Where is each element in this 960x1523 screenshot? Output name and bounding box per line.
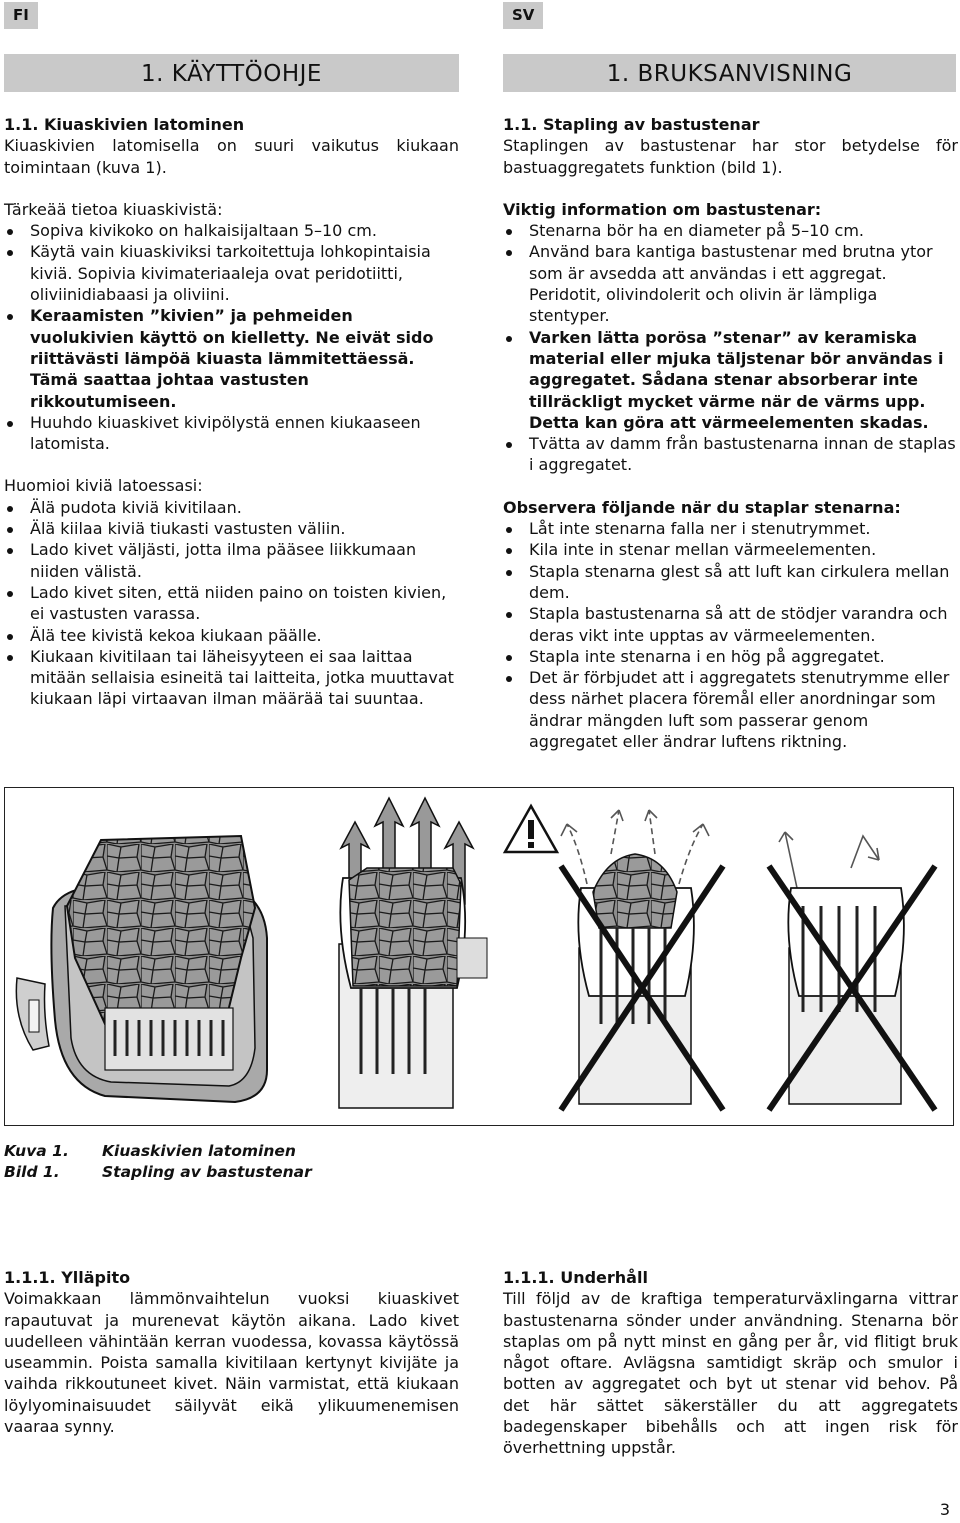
note-list — [503, 518, 958, 752]
maintenance-text: Voimakkaan lämmönvaihtelun vuoksi kiuaskivet rapautuvat ja murenevat käytön aikana. Lado kivet uudelleen vähintään kerran vuodessa, kovassa käytössä useammin. Poista samalla kivitilaan kertynyt kivijäte ja vaihda rikkoutuneet kivet. Näin varmistat, että kiukaan löylyominaisuudet säilyvät eikä ylikuumenemisen vaaraa synny. — [4, 1289, 459, 1437]
figure-illustration — [5, 788, 952, 1124]
heater-illustration — [16, 836, 267, 1102]
list-item: Använd bara kantiga bastustenar med brutna ytor som är avsedda att användas i ett aggregat. Peridotit, olivindolerit och olivin är lämpliga stentyper. — [503, 241, 958, 326]
list-item: Lado kivet väljästi, jotta ilma pääsee liikkumaan niiden välistä. — [4, 539, 459, 582]
incorrect-stacking-2-illustration — [769, 832, 935, 1110]
caption-number-sv: Bild 1. — [4, 1163, 60, 1181]
important-list — [503, 220, 958, 476]
important-heading: Tärkeää tietoa kiuaskivistä: — [4, 199, 223, 219]
list-item: Kila inte in stenar mellan värmeelementen. — [503, 539, 958, 560]
maintenance-title: 1.1.1. Underhåll — [503, 1268, 648, 1287]
list-item: Det är förbjudet att i aggregatets stenutrymme eller dess närhet placera föremål eller anordningar som ändrar mängden luft som passerar genom aggregatet eller ändrar luftens riktning. — [503, 667, 958, 752]
list-item: Keraamisten ”kivien” ja pehmeiden vuolukivien käyttö on kielletty. Ne eivät sido riittävästi lämpöä kiuasta lämmitettäessä. Tämä saattaa johtaa vastusten rikkoutumiseen. — [4, 305, 459, 411]
column-fi — [4, 114, 459, 710]
maintenance-sv — [503, 1267, 958, 1459]
list-item: Sopiva kivikoko on halkaisijaltaan 5–10 cm. — [4, 220, 459, 241]
list-item: Tvätta av damm från bastustenarna innan de staplas i aggregatet. — [503, 433, 958, 476]
caption-number-fi: Kuva 1. — [4, 1142, 69, 1160]
list-item: Älä kiilaa kiviä tiukasti vastusten väliin. — [4, 518, 459, 539]
list-item: Stapla inte stenarna i en hög på aggregatet. — [503, 646, 958, 667]
list-item: Huuhdo kiuaskivet kivipölystä ennen kiukaaseen latomista. — [4, 412, 459, 455]
page-number: 3 — [939, 1500, 950, 1519]
list-item: Stapla bastustenarna så att de stödjer varandra och deras vikt inte upptas av värmeelementen. — [503, 603, 958, 646]
list-item: Älä tee kivistä kekoa kiukaan päälle. — [4, 625, 459, 646]
figure-caption — [4, 1141, 312, 1183]
incorrect-stacking-1-illustration — [561, 810, 723, 1110]
chapter-banner-fi: 1. KÄYTTÖOHJE — [4, 54, 459, 92]
maintenance-title: 1.1.1. Ylläpito — [4, 1268, 131, 1287]
language-tag-fi: FI — [4, 2, 38, 29]
important-heading: Viktig information om bastustenar: — [503, 199, 822, 219]
note-heading: Observera följande när du staplar stenarna: — [503, 497, 901, 517]
maintenance-text: Till följd av de kraftiga temperaturväxlingarna vittrar bastustenarna sönder under användning. Stenarna bör staplas om på nytt minst en gång per år, vid flitigt bruk något oftare. Avlägsna samtidigt skräp och smulor i botten av aggregatet och byt ut stenar vid behov. På det här sättet säkerställer du att aggregatets badegenskaper bibehålls och att ingen risk för överhettning uppstår. — [503, 1289, 958, 1458]
warning-icon — [505, 806, 557, 852]
language-tag-sv: SV — [503, 2, 543, 29]
list-item: Varken lätta porösa ”stenar” av keramiska material eller mjuka täljstenar bör användas i aggregatet. Sådana stenar absorberar inte tillräckligt mycket värme när de värms upp. Detta kan göra att värmeelementen skadas. — [503, 327, 958, 433]
column-sv — [503, 114, 958, 752]
list-item: Kiukaan kivitilaan tai läheisyyteen ei saa laittaa mitään sellaisia esineitä tai laitteita, jotka muuttavat kiukaan läpi virtaavan ilman määrää tai suuntaa. — [4, 646, 459, 710]
caption-text-fi: Kiuaskivien latominen — [102, 1142, 296, 1160]
chapter-banner-sv: 1. BRUKSANVISNING — [503, 54, 956, 92]
list-item: Låt inte stenarna falla ner i stenutrymmet. — [503, 518, 958, 539]
list-item: Älä pudota kiviä kivitilaan. — [4, 497, 459, 518]
caption-text-sv: Stapling av bastustenar — [102, 1163, 312, 1181]
stone-stacking-figure — [4, 787, 954, 1126]
section-intro: Kiuaskivien latomisella on suuri vaikutus kiukaan toimintaan (kuva 1). — [4, 136, 459, 177]
list-item: Stenarna bör ha en diameter på 5–10 cm. — [503, 220, 958, 241]
list-item: Käytä vain kiuaskiviksi tarkoitettuja lohkopintaisia kiviä. Sopivia kivimateriaaleja ovat peridotiitti, oliviinidiabaasi ja oliviini. — [4, 241, 459, 305]
maintenance-fi — [4, 1267, 459, 1437]
section-intro: Staplingen av bastustenar har stor betydelse för bastuaggregatets funktion (bild 1). — [503, 136, 958, 177]
note-list — [4, 497, 459, 710]
correct-stacking-illustration — [339, 798, 487, 1108]
note-heading: Huomioi kiviä latoessasi: — [4, 476, 203, 496]
section-title: 1.1. Kiuaskivien latominen — [4, 115, 245, 134]
important-list — [4, 220, 459, 454]
section-title: 1.1. Stapling av bastustenar — [503, 115, 760, 134]
list-item: Lado kivet siten, että niiden paino on toisten kivien, ei vastusten varassa. — [4, 582, 459, 625]
list-item: Stapla stenarna glest så att luft kan cirkulera mellan dem. — [503, 561, 958, 604]
